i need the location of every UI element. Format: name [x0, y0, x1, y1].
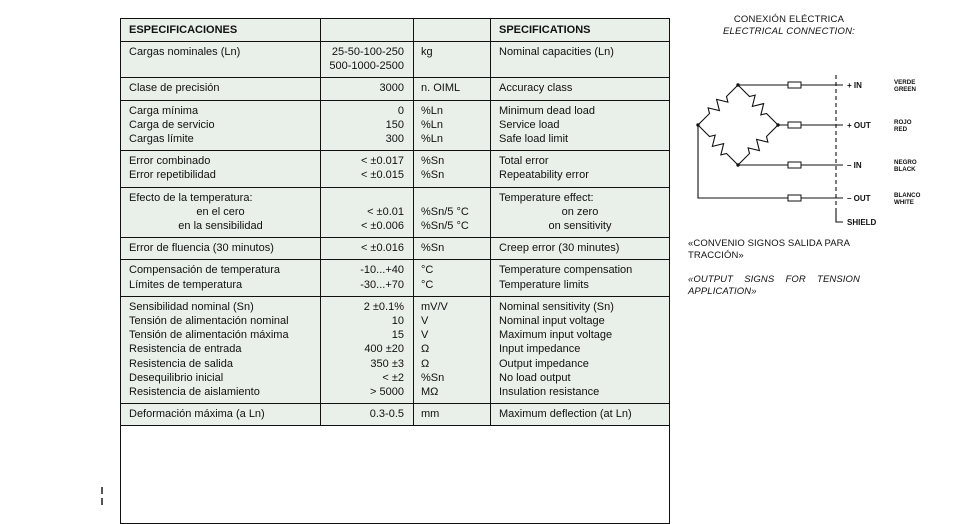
spec-line: Carga mínima	[129, 104, 199, 117]
spec-line: Clase de precisión	[129, 82, 220, 95]
wheatstone-bridge-diagram	[688, 40, 950, 232]
diagram-title-es: CONEXIÓN ELÉCTRICA	[733, 14, 845, 25]
wire-color-green: GREEN	[894, 86, 917, 93]
spec-line: Minimum dead load	[499, 104, 595, 117]
spec-line: on zero	[561, 205, 599, 218]
bridge-resistor	[694, 81, 741, 128]
spec-cell-en	[491, 296, 670, 403]
terminal-label-minus-in: – IN	[847, 161, 862, 170]
spec-cell-val	[321, 238, 414, 260]
spec-cell-es	[121, 187, 321, 238]
spec-cell-en	[491, 238, 670, 260]
spec-line: °C	[421, 264, 434, 277]
diagram-title	[700, 14, 878, 37]
spec-cell-unit	[414, 404, 491, 426]
spec-line: > 5000	[370, 386, 404, 399]
spec-cell-es	[121, 296, 321, 403]
spec-line: Compensación de temperatura	[129, 264, 281, 277]
spec-line: Safe load limit	[499, 133, 569, 146]
wire-shield	[836, 212, 843, 222]
wire-color-black: BLACK	[894, 166, 916, 173]
spec-cell-es	[121, 42, 321, 78]
spec-line: Service load	[499, 118, 560, 131]
spec-cell-es	[121, 404, 321, 426]
spec-cell-val	[321, 404, 414, 426]
bridge-node	[696, 123, 699, 126]
spec-row	[121, 151, 670, 187]
spec-cell-en	[491, 78, 670, 100]
spec-line: Insulation resistance	[499, 386, 600, 399]
spec-line: Deformación máxima (a Ln)	[129, 408, 265, 421]
spec-line: Ω	[421, 357, 430, 370]
spec-line: Sensibilidad nominal (Sn)	[129, 300, 254, 313]
table-header-row	[121, 19, 670, 42]
bridge-resistor	[734, 121, 781, 168]
scan-artifact	[101, 487, 107, 507]
spec-line: V	[421, 315, 429, 328]
spec-line: Maximum deflection (at Ln)	[499, 408, 632, 421]
terminal-label-plus-out: + OUT	[847, 121, 871, 130]
bridge-resistor	[694, 121, 741, 168]
spec-cell-en	[491, 404, 670, 426]
spec-cell-en	[491, 260, 670, 296]
header-especificaciones: ESPECIFICACIONES	[121, 19, 321, 42]
spec-row	[121, 100, 670, 151]
spec-cell-val	[321, 296, 414, 403]
spec-line: < ±0.017	[360, 155, 404, 168]
spec-line: Resistencia de entrada	[129, 343, 242, 356]
spec-line: Temperature effect:	[499, 191, 594, 204]
spec-cell-unit	[414, 296, 491, 403]
spec-line: Tensión de alimentación nominal	[129, 315, 289, 328]
spec-cell-es	[121, 151, 321, 187]
wire-minus-out	[698, 125, 843, 198]
spec-line: 150	[385, 118, 404, 131]
spec-cell-val	[321, 187, 414, 238]
spec-line: -10...+40	[360, 264, 404, 277]
spec-line: 15	[391, 329, 404, 342]
spec-cell-unit	[414, 187, 491, 238]
spec-line: %Sn	[421, 155, 445, 168]
spec-line: Resistencia de aislamiento	[129, 386, 260, 399]
spec-line: %Ln	[421, 118, 444, 131]
spec-line: Error de fluencia (30 minutos)	[129, 242, 274, 255]
spec-line: 300	[385, 133, 404, 146]
output-convention-note-en: «OUTPUT SIGNS FOR TENSION APPLICATION»	[688, 274, 860, 297]
spec-line: < ±0.01	[367, 205, 404, 218]
spec-row	[121, 78, 670, 100]
spec-line: %Sn/5 °C	[421, 220, 469, 233]
wire-component	[788, 195, 801, 201]
spec-line: < ±0.015	[360, 169, 404, 182]
wire-component	[788, 82, 801, 88]
spec-line: Tensión de alimentación máxima	[129, 329, 289, 342]
spec-line: kg	[421, 46, 433, 58]
terminal-label-shield: SHIELD	[847, 218, 877, 227]
spec-line: Error combinado	[129, 155, 211, 168]
spec-line: Carga de servicio	[129, 118, 215, 131]
spec-line	[421, 191, 482, 205]
bridge-node	[736, 83, 739, 86]
spec-line: Nominal sensitivity (Sn)	[499, 300, 614, 313]
output-convention-note-es: «CONVENIO SIGNOS SALIDA PARA TRACCIÓN»	[688, 238, 850, 261]
spec-line: Repeatability error	[499, 169, 589, 182]
spec-cell-es	[121, 78, 321, 100]
spec-cell-val	[321, 260, 414, 296]
spec-line: %Sn/5 °C	[421, 205, 469, 218]
spec-line: 2 ±0.1%	[363, 300, 404, 313]
wire-color-white: WHITE	[894, 199, 914, 206]
spec-line: < ±0.016	[360, 242, 404, 255]
spec-line: Accuracy class	[499, 82, 573, 95]
spec-line: Maximum input voltage	[499, 329, 613, 342]
spec-cell-en	[491, 187, 670, 238]
diagram-title-en: ELECTRICAL CONNECTION:	[723, 25, 855, 37]
spec-line: Temperature limits	[499, 278, 589, 291]
spec-cell-unit	[414, 100, 491, 151]
spec-line: No load output	[499, 371, 571, 384]
wire-component	[788, 162, 801, 168]
spec-cell-val	[321, 78, 414, 100]
spec-line: n. OIML	[421, 82, 461, 95]
electrical-connection-panel	[688, 14, 956, 297]
spec-cell-val	[321, 100, 414, 151]
spec-line: Total error	[499, 155, 549, 168]
spec-line: Creep error (30 minutes)	[499, 242, 620, 255]
spec-line: Cargas límite	[129, 133, 194, 146]
spec-line: 400 ±20	[364, 343, 404, 356]
spec-line: 500-1000-2500	[329, 60, 404, 73]
spec-row	[121, 42, 670, 78]
spec-row	[121, 238, 670, 260]
spec-cell-val	[321, 42, 414, 78]
spec-line: %Sn	[421, 371, 445, 384]
spec-line: en la sensibilidad	[178, 220, 263, 233]
spec-cell-en	[491, 42, 670, 78]
spec-line: %Ln	[421, 104, 444, 117]
spec-row	[121, 187, 670, 238]
spec-line: on sensitivity	[548, 220, 612, 233]
spec-line: Nominal input voltage	[499, 315, 605, 328]
spec-line: Temperature compensation	[499, 264, 633, 277]
specifications-table	[120, 18, 670, 524]
wire-color-rojo: ROJO	[894, 119, 912, 126]
spec-cell-unit	[414, 78, 491, 100]
header-values-empty	[321, 19, 414, 42]
wire-color-negro: NEGRO	[894, 159, 917, 166]
empty-notes-area	[121, 426, 670, 524]
spec-line: 350 ±3	[370, 357, 404, 370]
spec-cell-val	[321, 151, 414, 187]
wire-color-red: RED	[894, 126, 908, 133]
spec-cell-es	[121, 238, 321, 260]
bridge-resistor	[734, 81, 781, 128]
spec-line: °C	[421, 278, 434, 291]
spec-line: < ±2	[382, 371, 404, 384]
spec-line: V	[421, 329, 429, 342]
wire-color-verde: VERDE	[894, 79, 916, 86]
spec-line: 0	[397, 104, 404, 117]
spec-line: Límites de temperatura	[129, 278, 243, 291]
spec-line: MΩ	[421, 386, 439, 399]
wire-color-blanco: BLANCO	[894, 192, 921, 199]
spec-line	[324, 191, 404, 205]
terminal-label-plus-in: + IN	[847, 81, 862, 90]
spec-cell-unit	[414, 260, 491, 296]
spec-cell-unit	[414, 151, 491, 187]
spec-line: 0.3-0.5	[369, 408, 404, 421]
spec-line: Error repetibilidad	[129, 169, 216, 182]
bridge-node	[776, 123, 779, 126]
spec-line: 10	[391, 315, 404, 328]
spec-line: 25-50-100-250	[331, 46, 404, 58]
spec-line: en el cero	[196, 205, 245, 218]
spec-line: Efecto de la temperatura:	[129, 191, 253, 204]
spec-line: mm	[421, 408, 440, 421]
spec-cell-es	[121, 260, 321, 296]
spec-line: Nominal capacities (Ln)	[499, 46, 614, 58]
spec-line: %Ln	[421, 133, 444, 146]
spec-line: Cargas nominales (Ln)	[129, 46, 241, 58]
spec-cell-es	[121, 100, 321, 151]
spec-line: mV/V	[421, 300, 448, 313]
spec-row	[121, 260, 670, 296]
spec-line: < ±0.006	[360, 220, 404, 233]
spec-line: Desequilibrio inicial	[129, 371, 224, 384]
spec-line: Input impedance	[499, 343, 581, 356]
spec-line: %Sn	[421, 242, 445, 255]
spec-line: -30...+70	[360, 278, 404, 291]
spec-line: %Sn	[421, 169, 445, 182]
spec-line: Ω	[421, 343, 430, 356]
spec-cell-en	[491, 151, 670, 187]
empty-footer-row	[121, 426, 670, 524]
bridge-node	[736, 163, 739, 166]
spec-cell-unit	[414, 238, 491, 260]
terminal-label-minus-out: – OUT	[847, 194, 871, 203]
header-specifications: SPECIFICATIONS	[491, 19, 670, 42]
spec-line: 3000	[379, 82, 404, 95]
spec-cell-unit	[414, 42, 491, 78]
spec-line: Output impedance	[499, 357, 589, 370]
spec-cell-en	[491, 100, 670, 151]
header-units-empty	[414, 19, 491, 42]
spec-row	[121, 296, 670, 403]
wire-component	[788, 122, 801, 128]
spec-line: Resistencia de salida	[129, 357, 233, 370]
spec-row	[121, 404, 670, 426]
